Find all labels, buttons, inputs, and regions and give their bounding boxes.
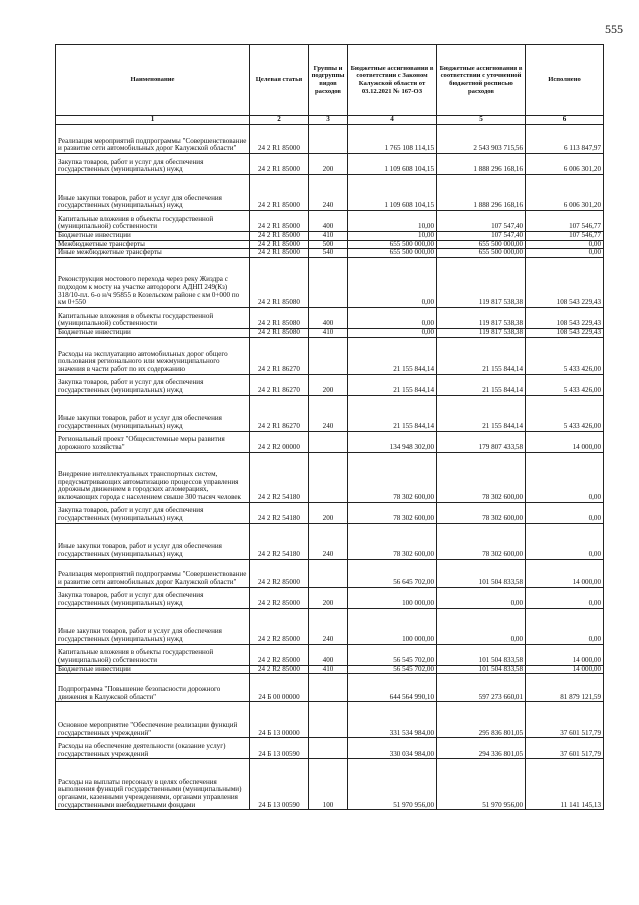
row-name: Иные закупки товаров, работ и услуг для обеспечения государственных (муниципальных) нужд: [56, 608, 250, 644]
row-name: Реализация мероприятий подпрограммы "Совершенствование и развитие сети автомобильных дорог Калужской области": [56, 125, 250, 154]
column-number-row: [56, 116, 604, 125]
row-revised-allocation: 655 500 000,00: [437, 249, 526, 258]
row-name: Закупка товаров, работ и услуг для обеспечения государственных (муниципальных) нужд: [56, 374, 250, 395]
table-row: [56, 337, 604, 374]
row-expense-group: 240: [309, 608, 348, 644]
row-name: Региональный проект "Общесистемные меры развития дорожного хозяйства": [56, 431, 250, 452]
header-name: Наименование: [56, 45, 250, 116]
row-expense-group: 400: [309, 307, 348, 328]
row-name: Межбюджетные трансферты: [56, 240, 250, 249]
row-name: Закупка товаров, работ и услуг для обеспечения государственных (муниципальных) нужд: [56, 587, 250, 608]
row-executed: 11 141 145,13: [526, 759, 604, 810]
row-executed: 0,00: [526, 249, 604, 258]
row-law-allocation: 1 765 108 114,15: [348, 125, 437, 154]
column-number: 6: [526, 116, 604, 125]
row-target-article: 24 2 R2 85000: [250, 644, 309, 665]
row-executed: 14 000,00: [526, 559, 604, 587]
row-revised-allocation: 655 500 000,00: [437, 240, 526, 249]
row-executed: 6 006 301,20: [526, 175, 604, 211]
row-target-article: 24 2 R1 85080: [250, 328, 309, 337]
row-target-article: 24 2 R2 85000: [250, 665, 309, 674]
table-row: [56, 559, 604, 587]
row-name: Иные закупки товаров, работ и услуг для обеспечения государственных (муниципальных) нужд: [56, 523, 250, 559]
row-executed: 0,00: [526, 502, 604, 523]
row-executed: 0,00: [526, 587, 604, 608]
row-revised-allocation: 119 817 538,38: [437, 257, 526, 307]
row-law-allocation: 655 500 000,00: [348, 240, 437, 249]
row-name: Подпрограмма "Повышение безопасности дорожного движения в Калужской области": [56, 674, 250, 702]
row-expense-group: 100: [309, 759, 348, 810]
row-target-article: 24 2 R1 85000: [250, 154, 309, 175]
row-expense-group: 500: [309, 240, 348, 249]
row-target-article: 24 2 R2 85000: [250, 559, 309, 587]
row-name: Иные межбюджетные трансферты: [56, 249, 250, 258]
row-law-allocation: 644 564 990,10: [348, 674, 437, 702]
row-law-allocation: 78 302 600,00: [348, 452, 437, 502]
row-executed: 108 543 229,43: [526, 307, 604, 328]
row-name: Бюджетные инвестиции: [56, 232, 250, 241]
table-row: [56, 738, 604, 759]
table-row: [56, 240, 604, 249]
row-target-article: 24 2 R1 86270: [250, 395, 309, 431]
row-expense-group: [309, 125, 348, 154]
row-law-allocation: 56 645 702,00: [348, 559, 437, 587]
row-target-article: 24 2 R2 54180: [250, 452, 309, 502]
row-target-article: 24 2 R2 54180: [250, 523, 309, 559]
row-name: Капитальные вложения в объекты государственной (муниципальной) собственности: [56, 307, 250, 328]
row-target-article: 24 2 R1 85080: [250, 307, 309, 328]
row-expense-group: [309, 337, 348, 374]
row-law-allocation: 10,00: [348, 232, 437, 241]
row-executed: 0,00: [526, 608, 604, 644]
row-revised-allocation: 119 817 538,38: [437, 328, 526, 337]
table-row: [56, 674, 604, 702]
row-revised-allocation: 78 302 600,00: [437, 502, 526, 523]
table-row: [56, 328, 604, 337]
table-row: [56, 307, 604, 328]
row-expense-group: 200: [309, 154, 348, 175]
row-target-article: 24 2 R1 85000: [250, 175, 309, 211]
table-row: [56, 175, 604, 211]
row-revised-allocation: 21 155 844,14: [437, 395, 526, 431]
row-revised-allocation: 597 273 660,01: [437, 674, 526, 702]
table-row: [56, 125, 604, 154]
header-target-article: Целевая статья: [250, 45, 309, 116]
row-expense-group: [309, 452, 348, 502]
row-target-article: 24 2 R2 85000: [250, 587, 309, 608]
row-law-allocation: 330 034 984,00: [348, 738, 437, 759]
column-number: 1: [56, 116, 250, 125]
row-revised-allocation: 0,00: [437, 587, 526, 608]
row-executed: 5 433 426,00: [526, 395, 604, 431]
row-target-article: 24 2 R1 86270: [250, 337, 309, 374]
table-row: [56, 232, 604, 241]
row-target-article: 24 Б 13 00000: [250, 702, 309, 738]
row-revised-allocation: 21 155 844,14: [437, 337, 526, 374]
row-law-allocation: 0,00: [348, 307, 437, 328]
row-revised-allocation: 78 302 600,00: [437, 452, 526, 502]
row-law-allocation: 0,00: [348, 328, 437, 337]
header-law-allocation: Бюджетные ассигнования в соответствии с Законом Калужской области от 03.12.2021 № 167-ОЗ: [348, 45, 437, 116]
row-revised-allocation: 294 336 801,05: [437, 738, 526, 759]
row-law-allocation: 21 155 844,14: [348, 374, 437, 395]
row-name: Бюджетные инвестиции: [56, 328, 250, 337]
row-revised-allocation: 101 504 833,58: [437, 644, 526, 665]
row-revised-allocation: 21 155 844,14: [437, 374, 526, 395]
table-row: [56, 249, 604, 258]
table-row: [56, 502, 604, 523]
row-revised-allocation: 1 888 296 168,16: [437, 154, 526, 175]
row-executed: 37 601 517,79: [526, 738, 604, 759]
table-row: [56, 665, 604, 674]
row-revised-allocation: 179 807 433,58: [437, 431, 526, 452]
table-row: [56, 211, 604, 232]
table-row: [56, 395, 604, 431]
row-target-article: 24 2 R1 85000: [250, 240, 309, 249]
row-name: Закупка товаров, работ и услуг для обеспечения государственных (муниципальных) нужд: [56, 154, 250, 175]
row-law-allocation: 51 970 956,00: [348, 759, 437, 810]
row-law-allocation: 78 302 600,00: [348, 523, 437, 559]
row-expense-group: 240: [309, 395, 348, 431]
row-name: Внедрение интеллектуальных транспортных систем, предусматривающих автоматизацию процессов управления дорожным движением в городских агломерациях, включающих города с населением свыше 300 тысяч человек: [56, 452, 250, 502]
row-target-article: 24 2 R2 85000: [250, 608, 309, 644]
row-expense-group: 410: [309, 232, 348, 241]
row-revised-allocation: 101 504 833,58: [437, 559, 526, 587]
table-row: [56, 587, 604, 608]
row-law-allocation: 1 109 608 104,15: [348, 175, 437, 211]
row-expense-group: 200: [309, 587, 348, 608]
row-law-allocation: 655 500 000,00: [348, 249, 437, 258]
row-revised-allocation: 78 302 600,00: [437, 523, 526, 559]
row-revised-allocation: 107 547,40: [437, 232, 526, 241]
row-executed: 5 433 426,00: [526, 337, 604, 374]
row-executed: 14 000,00: [526, 644, 604, 665]
row-name: Иные закупки товаров, работ и услуг для обеспечения государственных (муниципальных) нужд: [56, 395, 250, 431]
row-executed: 5 433 426,00: [526, 374, 604, 395]
column-number: 5: [437, 116, 526, 125]
row-law-allocation: 331 534 984,00: [348, 702, 437, 738]
row-revised-allocation: 107 547,40: [437, 211, 526, 232]
row-executed: 14 000,00: [526, 665, 604, 674]
row-target-article: 24 2 R1 85000: [250, 211, 309, 232]
row-name: Расходы на эксплуатацию автомобильных дорог общего пользования регионального или межмуниципального значения в части работ по их содержанию: [56, 337, 250, 374]
row-law-allocation: 0,00: [348, 257, 437, 307]
column-number: 4: [348, 116, 437, 125]
column-number: 2: [250, 116, 309, 125]
row-law-allocation: 21 155 844,14: [348, 337, 437, 374]
row-executed: 81 879 121,59: [526, 674, 604, 702]
row-revised-allocation: 101 504 833,58: [437, 665, 526, 674]
row-expense-group: 200: [309, 374, 348, 395]
row-executed: 108 543 229,43: [526, 328, 604, 337]
row-revised-allocation: 0,00: [437, 608, 526, 644]
row-law-allocation: 100 000,00: [348, 608, 437, 644]
row-target-article: 24 2 R2 54180: [250, 502, 309, 523]
row-name: Расходы на выплаты персоналу в целях обеспечения выполнения функций государственными (муниципальными) органами, казенными учреждениями, органами управления государственными внебюджетными фондами: [56, 759, 250, 810]
budget-table: [55, 44, 604, 810]
row-executed: 6 006 301,20: [526, 154, 604, 175]
row-expense-group: [309, 674, 348, 702]
row-revised-allocation: 2 543 903 715,56: [437, 125, 526, 154]
row-expense-group: 410: [309, 665, 348, 674]
row-name: Капитальные вложения в объекты государственной (муниципальной) собственности: [56, 644, 250, 665]
row-target-article: 24 Б 00 00000: [250, 674, 309, 702]
row-law-allocation: 78 302 600,00: [348, 502, 437, 523]
row-executed: 108 543 229,43: [526, 257, 604, 307]
row-name: Реконструкция мостового перехода через реку Жиздра с подходом к мосту на участке автодороги АДНП 249(Кз) 318/10-пл. 6-о н/ч 95855 в Козельском районе с км 0+000 по км 0+550: [56, 257, 250, 307]
row-revised-allocation: 295 836 801,05: [437, 702, 526, 738]
row-target-article: 24 2 R1 86270: [250, 374, 309, 395]
header-expense-groups: Группы и подгруппы видов расходов: [309, 45, 348, 116]
row-target-article: 24 2 R2 00000: [250, 431, 309, 452]
row-executed: 14 000,00: [526, 431, 604, 452]
row-target-article: 24 Б 13 00590: [250, 738, 309, 759]
row-expense-group: [309, 431, 348, 452]
row-name: Бюджетные инвестиции: [56, 665, 250, 674]
row-executed: 37 601 517,79: [526, 702, 604, 738]
table-row: [56, 431, 604, 452]
row-law-allocation: 1 109 608 104,15: [348, 154, 437, 175]
row-law-allocation: 100 000,00: [348, 587, 437, 608]
row-name: Расходы на обеспечение деятельности (оказание услуг) государственных учреждений: [56, 738, 250, 759]
row-name: Капитальные вложения в объекты государственной (муниципальной) собственности: [56, 211, 250, 232]
header-executed: Исполнено: [526, 45, 604, 116]
row-revised-allocation: 51 970 956,00: [437, 759, 526, 810]
row-expense-group: [309, 559, 348, 587]
table-row: [56, 759, 604, 810]
row-law-allocation: 10,00: [348, 211, 437, 232]
row-expense-group: 400: [309, 644, 348, 665]
row-expense-group: 200: [309, 502, 348, 523]
row-executed: 0,00: [526, 452, 604, 502]
row-expense-group: 540: [309, 249, 348, 258]
page-number: 555: [605, 22, 623, 36]
row-expense-group: 410: [309, 328, 348, 337]
row-expense-group: 240: [309, 523, 348, 559]
row-executed: 107 546,77: [526, 211, 604, 232]
table-row: [56, 374, 604, 395]
row-expense-group: [309, 257, 348, 307]
row-expense-group: [309, 702, 348, 738]
row-expense-group: [309, 738, 348, 759]
row-name: Иные закупки товаров, работ и услуг для обеспечения государственных (муниципальных) нужд: [56, 175, 250, 211]
header-revised-allocation: Бюджетные ассигнования в соответствии с уточненной бюджетной росписью расходов: [437, 45, 526, 116]
table-header-row: [56, 45, 604, 116]
row-law-allocation: 21 155 844,14: [348, 395, 437, 431]
row-revised-allocation: 119 817 538,38: [437, 307, 526, 328]
table-row: [56, 702, 604, 738]
row-executed: 0,00: [526, 240, 604, 249]
table-row: [56, 154, 604, 175]
table-row: [56, 452, 604, 502]
table-row: [56, 523, 604, 559]
row-revised-allocation: 1 888 296 168,16: [437, 175, 526, 211]
row-expense-group: 240: [309, 175, 348, 211]
row-target-article: 24 2 R1 85000: [250, 232, 309, 241]
table-row: [56, 644, 604, 665]
row-law-allocation: 56 545 702,00: [348, 665, 437, 674]
row-name: Реализация мероприятий подпрограммы "Совершенствование и развитие сети автомобильных дорог Калужской области": [56, 559, 250, 587]
row-executed: 0,00: [526, 523, 604, 559]
row-law-allocation: 56 545 702,00: [348, 644, 437, 665]
table-row: [56, 257, 604, 307]
table-row: [56, 608, 604, 644]
row-target-article: 24 2 R1 85000: [250, 125, 309, 154]
row-target-article: 24 2 R1 85000: [250, 249, 309, 258]
row-law-allocation: 134 948 302,00: [348, 431, 437, 452]
row-target-article: 24 2 R1 85080: [250, 257, 309, 307]
row-name: Закупка товаров, работ и услуг для обеспечения государственных (муниципальных) нужд: [56, 502, 250, 523]
row-expense-group: 400: [309, 211, 348, 232]
row-executed: 107 546,77: [526, 232, 604, 241]
row-executed: 6 113 847,97: [526, 125, 604, 154]
row-target-article: 24 Б 13 00590: [250, 759, 309, 810]
row-name: Основное мероприятие "Обеспечение реализации функций государственных учреждений": [56, 702, 250, 738]
column-number: 3: [309, 116, 348, 125]
